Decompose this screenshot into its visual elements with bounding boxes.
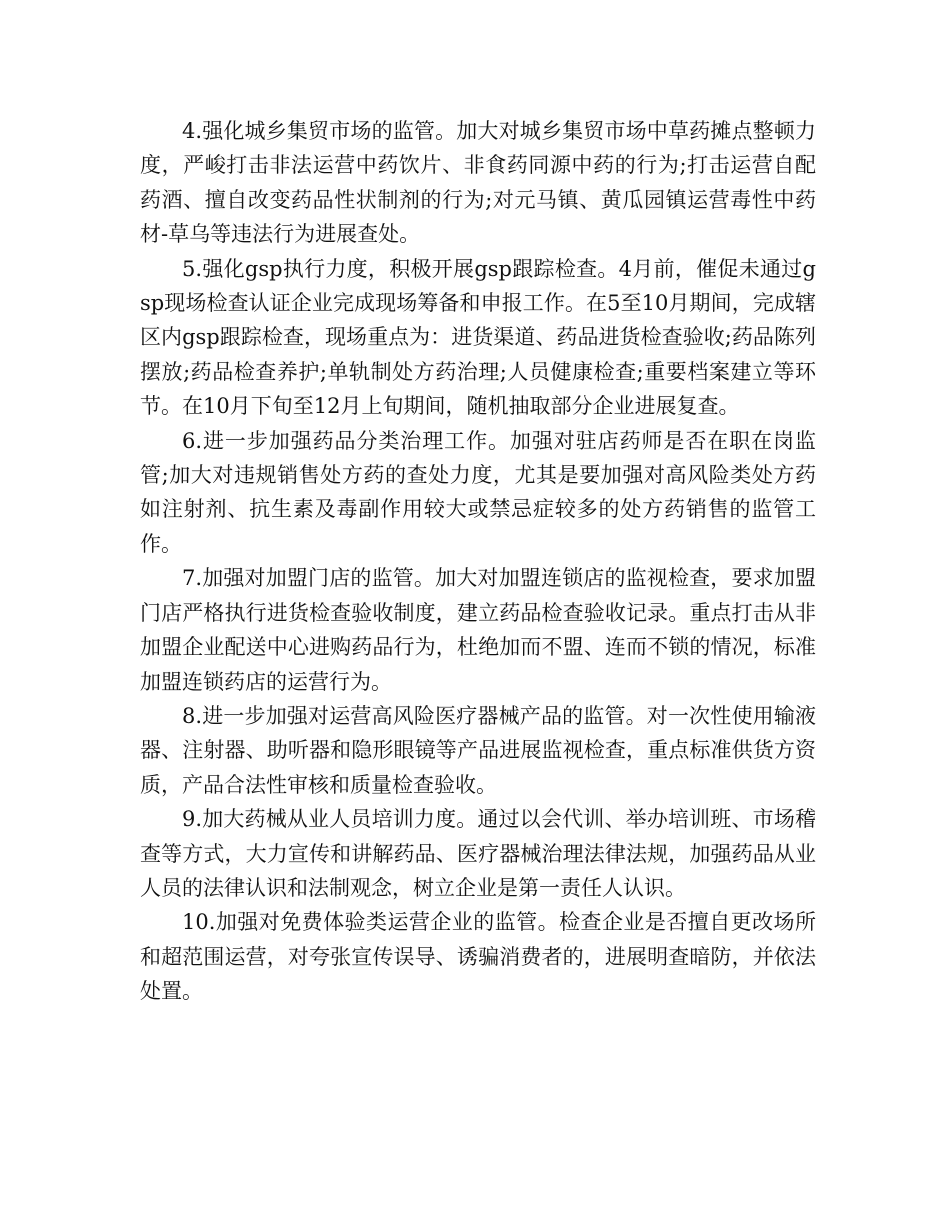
paragraph-8: 8.进一步加强对运营高风险医疗器械产品的监管。对一次性使用输液器、注射器、助听器和隐形眼镜等产品进展监视检查，重点标准供货方资质，产品合法性审核和质量检查验收。 [140, 703, 816, 797]
paragraph-4: 4.强化城乡集贸市场的监管。加大对城乡集贸市场中草药摊点整顿力度，严峻打击非法运营中药饮片、非食药同源中药的行为;打击运营自配药酒、擅自改变药品性状制剂的行为;对元马镇、黄瓜园镇运营毒性中药材-草乌等违法行为进展查处。 [140, 119, 816, 247]
paragraph-9: 9.加大药械从业人员培训力度。通过以会代训、举办培训班、市场稽查等方式，大力宣传和讲解药品、医疗器械治理法律法规，加强药品从业人员的法律认识和法制观念，树立企业是第一责任人认识。 [140, 807, 816, 900]
paragraph-5: 5.强化gsp执行力度，积极开展gsp跟踪检查。4月前，催促未通过gsp现场检查认证企业完成现场筹备和申报工作。在5至10月期间，完成辖区内gsp跟踪检查，现场重点为：进货渠道、药品进货检查验收;药品陈列摆放;药品检查养护;单轨制处方药治理;人员健康检查;重要档案建立等环节。在10月下旬至12月上旬期间，随机抽取部分企业进展复查。 [140, 256, 816, 419]
paragraph-7: 7.加强对加盟门店的监管。加大对加盟连锁店的监视检查，要求加盟门店严格执行进货检查验收制度，建立药品检查验收记录。重点打击从非加盟企业配送中心进购药品行为，杜绝加而不盟、连而不锁的情况，标准加盟连锁药店的运营行为。 [140, 566, 816, 694]
paragraph-10: 10.加强对免费体验类运营企业的监管。检查企业是否擅自更改场所和超范围运营，对夸张宣传误导、诱骗消费者的，进展明查暗防，并依法处置。 [140, 910, 816, 1004]
document-body [140, 114, 816, 1009]
paragraph-6: 6.进一步加强药品分类治理工作。加强对驻店药师是否在职在岗监管;加大对违规销售处方药的查处力度，尤其是要加强对高风险类处方药如注射剂、抗生素及毒副作用较大或禁忌症较多的处方药销售的监管工作。 [140, 428, 816, 556]
